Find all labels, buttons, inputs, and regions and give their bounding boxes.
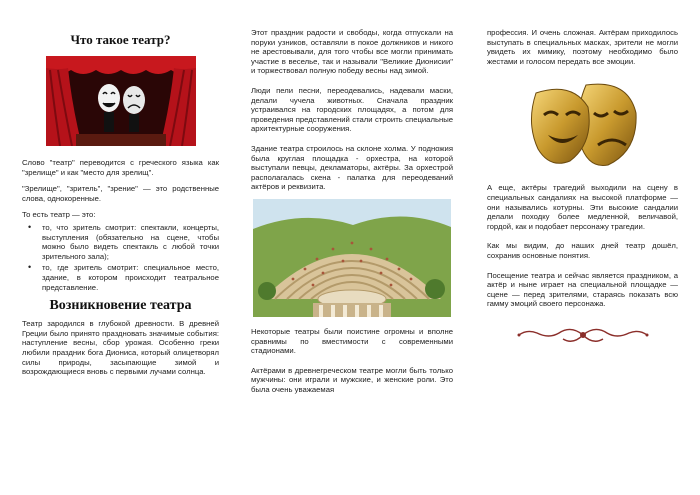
paragraph-theatre-is: То есть театр — это: [22,210,96,220]
heading-what-is-theatre: Что такое театр? [70,32,171,47]
gold-masks-image [508,73,658,173]
ornament-divider-icon [513,323,653,347]
column-2 [233,0,467,495]
paragraph-to-our-days: Как мы видим, до наших дней театр дошёл, сохранив основные понятия. [487,241,678,260]
paragraph-theatre-now: Посещение театра и сейчас является праздником, а актёр и ныне играет на специальной площадке — сцене — перед зрителями, стараясь показать всю гамму эмоций своего персонажа. [487,270,678,309]
masks-curtain-image [46,56,196,146]
paragraph-theatre-building: Здание театра строилось на склоне холма. У подножия была круглая площадка - орхестра, на которой выступали певцы, декламаторы, актёры. За орхестрой располагалась скена - палатка для переодеваний актёров и реквизита. [251,143,453,192]
list-item: • то, где зритель смотрит: специальное место, здание, в котором происходит театральное представление. [42,263,219,292]
column-3 [467,0,700,495]
heading-origin-of-theatre: Возникновение театра [49,298,192,314]
column-1 [0,0,233,495]
list-item: • то, что зритель смотрит: спектакли, концерты, выступления (обязательно на сцене, чтобы можно было видеть спектакль с любой точки зрительного зала); [42,223,219,261]
paragraph-male-actors: Актёрами в древнегреческом театре могли быть только мужчины: они играли и мужские, и женские роли. Это была очень уважаемая [251,365,453,394]
paragraph-festival: Люди пели песни, переодевались, надевали маски, делали чучела животных. Сначала праздник устраивался на городских площадях, а потом для проведения представлений стали строить специальные архитектурные сооружения. [251,85,453,134]
paragraph-origin: Театр зародился в глубокой древности. В древней Греции было принято праздновать значимые события: наступление весны, сбор урожая. Особенно греки любили праздник бога Диониса, который олицетворял силы природы, засыпающие зимой и возрождающиеся вновь с первыми лучами солнца. [22,319,219,377]
paragraph-related-words: "Зрелище", "зритель", "зрение" — это родственные слова, однокоренные. [22,184,219,203]
paragraph-huge-theatres: Некоторые театры были поистине огромны и вполне сравнимы по вместимости с современными стадионами. [251,326,453,356]
theatre-definition-list [22,223,219,292]
paragraph-profession: профессия. И очень сложная. Актёрам приходилось выступать в специальных масках, зрители не могли увидеть их мимику, поэтому необходимо было жестами и голосом передать все эмоции. [487,28,678,66]
paragraph-dionysia: Этот праздник радости и свободы, когда отпускали на поруки узников, оставляли в покое должников и никого не арестовывали, для того чтобы все могли принимать участие в веселье, так и называли "Великие Дионисии" и торжествовал полную победу весны над зимой. [251,28,453,76]
paragraph-word-theatre: Слово "театр" переводится с греческого языка как "зрелище" и как "место для зрелищ". [22,158,219,177]
paragraph-kothurnoi: А еще, актёры трагедий выходили на сцену в специальных сандалиях на высокой платформе — они назывались котурны. Эти высокие сандалии делали походку более медленной, величавой, гордой, как и подобает персонажу трагедии. [487,183,678,231]
amphitheatre-image [253,199,451,317]
